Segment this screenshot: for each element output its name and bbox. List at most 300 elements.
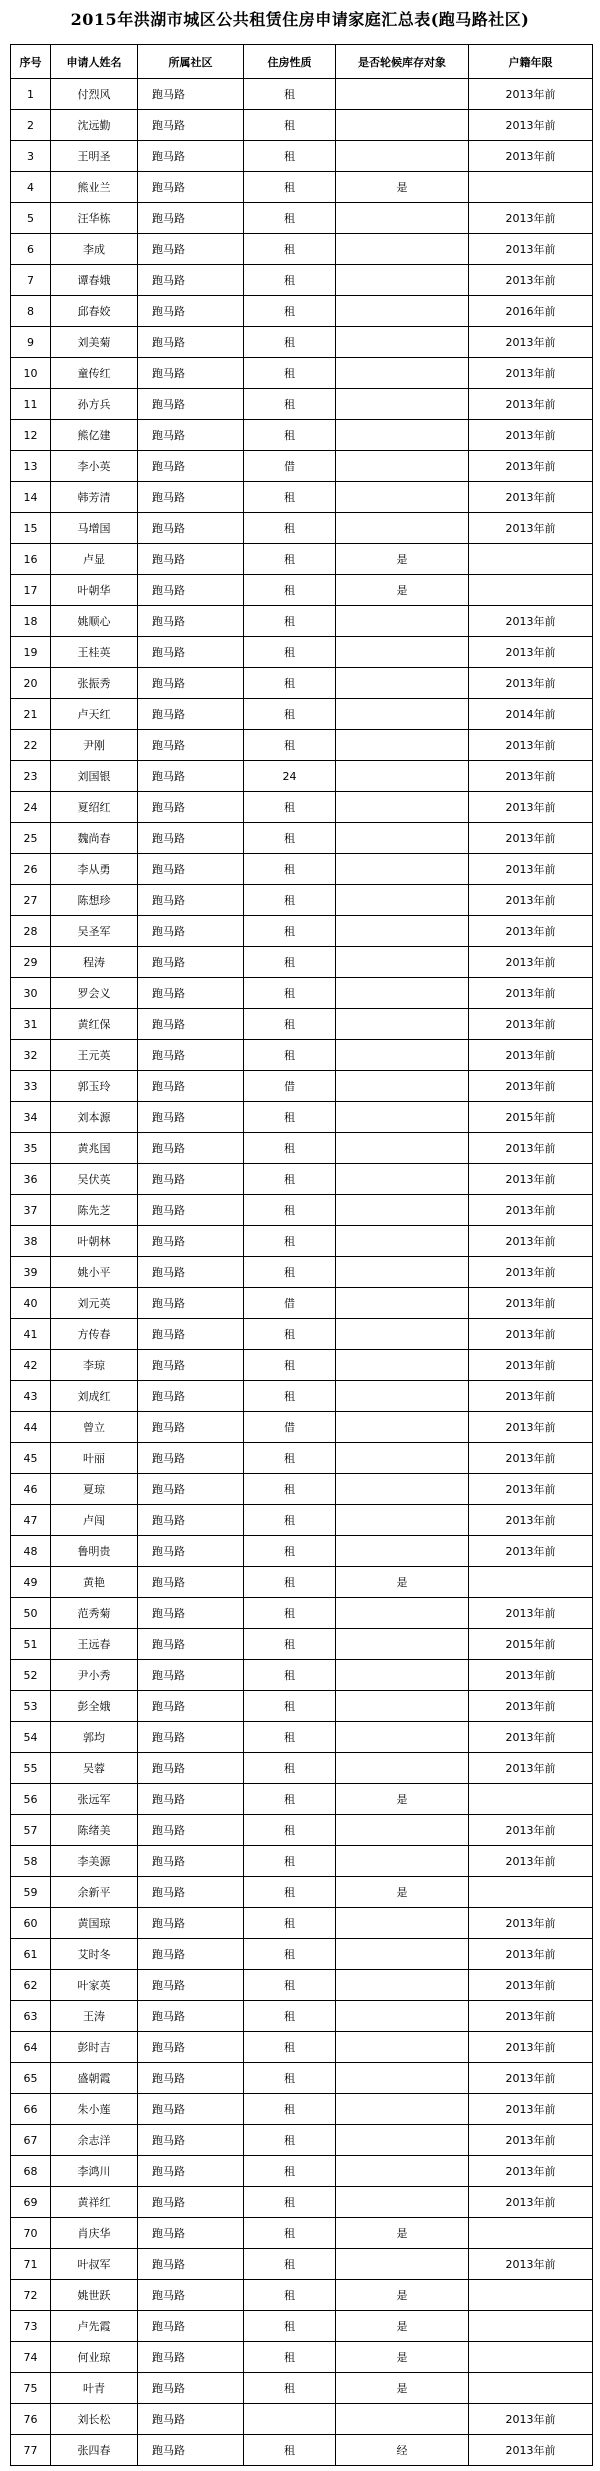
- cell-community: 跑马路: [138, 947, 244, 978]
- cell-applicant-name: 黄兆国: [51, 1133, 138, 1164]
- cell-community: 跑马路: [138, 1040, 244, 1071]
- cell-residence-years: 2013年前: [469, 1505, 593, 1536]
- cell-residence-years: 2013年前: [469, 1195, 593, 1226]
- cell-community: 跑马路: [138, 1815, 244, 1846]
- cell-residence-years: 2013年前: [469, 885, 593, 916]
- cell-residence-years: 2013年前: [469, 141, 593, 172]
- cell-waitlist: [336, 1195, 469, 1226]
- cell-applicant-name: 童传红: [51, 358, 138, 389]
- cell-residence-years: 2015年前: [469, 1629, 593, 1660]
- cell-waitlist: [336, 296, 469, 327]
- cell-residence-years: 2013年前: [469, 110, 593, 141]
- cell-waitlist: [336, 1319, 469, 1350]
- cell-waitlist: [336, 854, 469, 885]
- cell-residence-years: 2013年前: [469, 1040, 593, 1071]
- cell-community: 跑马路: [138, 2342, 244, 2373]
- table-row: [11, 544, 593, 575]
- cell-residence-years: 2013年前: [469, 1443, 593, 1474]
- cell-applicant-name: 陈绪美: [51, 1815, 138, 1846]
- cell-residence-years: 2013年前: [469, 1970, 593, 2001]
- cell-applicant-name: 陈想珍: [51, 885, 138, 916]
- cell-housing-nature: 租: [244, 203, 336, 234]
- cell-community: 跑马路: [138, 358, 244, 389]
- cell-index: 47: [11, 1505, 51, 1536]
- cell-community: 跑马路: [138, 1536, 244, 1567]
- cell-residence-years: 2013年前: [469, 1536, 593, 1567]
- cell-applicant-name: 尹刚: [51, 730, 138, 761]
- cell-residence-years: 2013年前: [469, 761, 593, 792]
- cell-housing-nature: 租: [244, 1505, 336, 1536]
- cell-index: 54: [11, 1722, 51, 1753]
- table-row: [11, 1691, 593, 1722]
- table-row: [11, 2311, 593, 2342]
- cell-housing-nature: 租: [244, 1319, 336, 1350]
- cell-community: 跑马路: [138, 1567, 244, 1598]
- header-row: [11, 45, 593, 79]
- cell-index: 50: [11, 1598, 51, 1629]
- table-row: [11, 699, 593, 730]
- cell-applicant-name: 叶丽: [51, 1443, 138, 1474]
- cell-index: 72: [11, 2280, 51, 2311]
- cell-housing-nature: 租: [244, 2342, 336, 2373]
- cell-community: 跑马路: [138, 1908, 244, 1939]
- cell-community: 跑马路: [138, 79, 244, 110]
- cell-housing-nature: 租: [244, 2435, 336, 2466]
- cell-applicant-name: 吴伏英: [51, 1164, 138, 1195]
- cell-index: 32: [11, 1040, 51, 1071]
- cell-applicant-name: 叶朝华: [51, 575, 138, 606]
- cell-community: 跑马路: [138, 1474, 244, 1505]
- cell-housing-nature: 租: [244, 1226, 336, 1257]
- cell-index: 71: [11, 2249, 51, 2280]
- cell-residence-years: 2013年前: [469, 2094, 593, 2125]
- cell-index: 34: [11, 1102, 51, 1133]
- cell-housing-nature: 租: [244, 296, 336, 327]
- cell-housing-nature: 租: [244, 1102, 336, 1133]
- cell-housing-nature: 租: [244, 1660, 336, 1691]
- table-row: [11, 2373, 593, 2404]
- cell-index: 19: [11, 637, 51, 668]
- cell-applicant-name: 何业琼: [51, 2342, 138, 2373]
- cell-applicant-name: 姚小平: [51, 1257, 138, 1288]
- cell-index: 10: [11, 358, 51, 389]
- cell-community: 跑马路: [138, 1629, 244, 1660]
- cell-residence-years: 2013年前: [469, 265, 593, 296]
- table-row: [11, 1350, 593, 1381]
- cell-applicant-name: 刘成红: [51, 1381, 138, 1412]
- cell-waitlist: [336, 761, 469, 792]
- cell-housing-nature: 租: [244, 2311, 336, 2342]
- cell-applicant-name: 陈先芝: [51, 1195, 138, 1226]
- cell-community: 跑马路: [138, 1195, 244, 1226]
- cell-applicant-name: 邱春姣: [51, 296, 138, 327]
- cell-housing-nature: 租: [244, 544, 336, 575]
- cell-community: 跑马路: [138, 2094, 244, 2125]
- cell-residence-years: 2015年前: [469, 1102, 593, 1133]
- cell-residence-years: 2013年前: [469, 2125, 593, 2156]
- cell-applicant-name: 叶家英: [51, 1970, 138, 2001]
- table-row: [11, 1722, 593, 1753]
- cell-waitlist: [336, 1164, 469, 1195]
- header-housing-nature: 住房性质: [244, 45, 336, 79]
- cell-waitlist: [336, 637, 469, 668]
- cell-index: 49: [11, 1567, 51, 1598]
- cell-applicant-name: 汪华栋: [51, 203, 138, 234]
- cell-index: 37: [11, 1195, 51, 1226]
- cell-housing-nature: 租: [244, 2373, 336, 2404]
- cell-community: 跑马路: [138, 1412, 244, 1443]
- cell-residence-years: 2013年前: [469, 358, 593, 389]
- table-row: [11, 1598, 593, 1629]
- cell-community: 跑马路: [138, 1319, 244, 1350]
- cell-index: 76: [11, 2404, 51, 2435]
- table-row: [11, 2280, 593, 2311]
- cell-housing-nature: 租: [244, 1970, 336, 2001]
- cell-applicant-name: 吴圣军: [51, 916, 138, 947]
- cell-applicant-name: 郭玉玲: [51, 1071, 138, 1102]
- cell-applicant-name: 卢显: [51, 544, 138, 575]
- table-row: [11, 792, 593, 823]
- cell-housing-nature: 租: [244, 606, 336, 637]
- header-waitlist: 是否轮候库存对象: [336, 45, 469, 79]
- cell-housing-nature: 租: [244, 110, 336, 141]
- table-row: [11, 451, 593, 482]
- cell-residence-years: 2013年前: [469, 978, 593, 1009]
- cell-residence-years: 2014年前: [469, 699, 593, 730]
- cell-waitlist: 是: [336, 1877, 469, 1908]
- cell-applicant-name: 叶朝林: [51, 1226, 138, 1257]
- cell-index: 58: [11, 1846, 51, 1877]
- cell-applicant-name: 姚顺心: [51, 606, 138, 637]
- cell-applicant-name: 夏绍红: [51, 792, 138, 823]
- table-row: [11, 637, 593, 668]
- cell-residence-years: 2013年前: [469, 606, 593, 637]
- cell-community: 跑马路: [138, 141, 244, 172]
- cell-housing-nature: 租: [244, 2001, 336, 2032]
- cell-housing-nature: 租: [244, 1381, 336, 1412]
- cell-waitlist: 是: [336, 544, 469, 575]
- cell-waitlist: 是: [336, 2311, 469, 2342]
- cell-community: 跑马路: [138, 1784, 244, 1815]
- cell-index: 55: [11, 1753, 51, 1784]
- cell-community: 跑马路: [138, 1102, 244, 1133]
- cell-waitlist: [336, 1412, 469, 1443]
- table-row: [11, 265, 593, 296]
- table-row: [11, 2001, 593, 2032]
- cell-waitlist: 是: [336, 2342, 469, 2373]
- cell-index: 33: [11, 1071, 51, 1102]
- cell-housing-nature: 租: [244, 823, 336, 854]
- cell-housing-nature: 租: [244, 1629, 336, 1660]
- table-row: [11, 1660, 593, 1691]
- cell-residence-years: 2013年前: [469, 79, 593, 110]
- table-row: [11, 978, 593, 1009]
- cell-residence-years: [469, 2373, 593, 2404]
- table-row: [11, 1102, 593, 1133]
- cell-residence-years: 2013年前: [469, 637, 593, 668]
- cell-housing-nature: 租: [244, 1877, 336, 1908]
- cell-applicant-name: 李琼: [51, 1350, 138, 1381]
- cell-community: 跑马路: [138, 420, 244, 451]
- table-row: [11, 885, 593, 916]
- document-title: 2015年洪湖市城区公共租赁住房申请家庭汇总表(跑马路社区): [70, 10, 530, 29]
- cell-residence-years: 2013年前: [469, 1381, 593, 1412]
- cell-community: 跑马路: [138, 1753, 244, 1784]
- cell-waitlist: [336, 1443, 469, 1474]
- cell-waitlist: [336, 2001, 469, 2032]
- cell-housing-nature: 租: [244, 265, 336, 296]
- table-row: [11, 2342, 593, 2373]
- cell-waitlist: [336, 513, 469, 544]
- cell-housing-nature: 租: [244, 2218, 336, 2249]
- cell-community: 跑马路: [138, 575, 244, 606]
- cell-waitlist: [336, 606, 469, 637]
- cell-applicant-name: 黄红保: [51, 1009, 138, 1040]
- cell-residence-years: 2016年前: [469, 296, 593, 327]
- cell-community: 跑马路: [138, 1164, 244, 1195]
- cell-waitlist: [336, 730, 469, 761]
- cell-index: 48: [11, 1536, 51, 1567]
- cell-housing-nature: 租: [244, 1691, 336, 1722]
- table-row: [11, 141, 593, 172]
- cell-residence-years: 2013年前: [469, 2156, 593, 2187]
- cell-applicant-name: 王远春: [51, 1629, 138, 1660]
- cell-waitlist: [336, 358, 469, 389]
- table-row: [11, 203, 593, 234]
- cell-housing-nature: 租: [244, 358, 336, 389]
- cell-community: 跑马路: [138, 637, 244, 668]
- cell-index: 5: [11, 203, 51, 234]
- table-row: [11, 575, 593, 606]
- table-row: [11, 420, 593, 451]
- cell-community: 跑马路: [138, 1350, 244, 1381]
- cell-index: 35: [11, 1133, 51, 1164]
- cell-waitlist: [336, 1474, 469, 1505]
- cell-waitlist: [336, 1071, 469, 1102]
- cell-housing-nature: 租: [244, 1784, 336, 1815]
- cell-community: 跑马路: [138, 978, 244, 1009]
- table-row: [11, 1567, 593, 1598]
- cell-applicant-name: 王元英: [51, 1040, 138, 1071]
- cell-residence-years: [469, 1877, 593, 1908]
- cell-index: 6: [11, 234, 51, 265]
- cell-residence-years: 2013年前: [469, 1319, 593, 1350]
- cell-community: 跑马路: [138, 2156, 244, 2187]
- cell-community: 跑马路: [138, 1970, 244, 2001]
- cell-waitlist: [336, 2187, 469, 2218]
- table-row: [11, 1412, 593, 1443]
- cell-housing-nature: 租: [244, 1536, 336, 1567]
- cell-community: 跑马路: [138, 668, 244, 699]
- table-row: [11, 327, 593, 358]
- cell-applicant-name: 方传春: [51, 1319, 138, 1350]
- cell-index: 25: [11, 823, 51, 854]
- cell-applicant-name: 黄祥红: [51, 2187, 138, 2218]
- cell-community: 跑马路: [138, 916, 244, 947]
- cell-community: 跑马路: [138, 1288, 244, 1319]
- cell-residence-years: 2013年前: [469, 1071, 593, 1102]
- cell-residence-years: 2013年前: [469, 1412, 593, 1443]
- cell-community: 跑马路: [138, 265, 244, 296]
- cell-community: 跑马路: [138, 2435, 244, 2466]
- table-row: [11, 606, 593, 637]
- cell-residence-years: [469, 1567, 593, 1598]
- table-row: [11, 1071, 593, 1102]
- cell-index: 4: [11, 172, 51, 203]
- cell-housing-nature: 租: [244, 1598, 336, 1629]
- cell-index: 26: [11, 854, 51, 885]
- cell-housing-nature: 租: [244, 2125, 336, 2156]
- cell-housing-nature: 租: [244, 978, 336, 1009]
- cell-housing-nature: 租: [244, 1846, 336, 1877]
- cell-index: 21: [11, 699, 51, 730]
- cell-housing-nature: 租: [244, 668, 336, 699]
- cell-applicant-name: 张远军: [51, 1784, 138, 1815]
- cell-index: 18: [11, 606, 51, 637]
- table-row: [11, 916, 593, 947]
- cell-applicant-name: 沈远勤: [51, 110, 138, 141]
- cell-housing-nature: 租: [244, 947, 336, 978]
- cell-applicant-name: 姚世跃: [51, 2280, 138, 2311]
- cell-waitlist: 经: [336, 2435, 469, 2466]
- cell-applicant-name: 刘长松: [51, 2404, 138, 2435]
- cell-community: 跑马路: [138, 1939, 244, 1970]
- table-row: [11, 1381, 593, 1412]
- cell-waitlist: [336, 1815, 469, 1846]
- cell-waitlist: [336, 1102, 469, 1133]
- cell-applicant-name: 李从勇: [51, 854, 138, 885]
- table-row: [11, 1195, 593, 1226]
- cell-housing-nature: 借: [244, 451, 336, 482]
- cell-residence-years: [469, 1784, 593, 1815]
- cell-waitlist: [336, 1846, 469, 1877]
- table-row: [11, 2125, 593, 2156]
- cell-residence-years: 2013年前: [469, 1691, 593, 1722]
- cell-community: 跑马路: [138, 172, 244, 203]
- cell-waitlist: [336, 1288, 469, 1319]
- table-row: [11, 234, 593, 265]
- cell-index: 31: [11, 1009, 51, 1040]
- cell-waitlist: 是: [336, 2280, 469, 2311]
- table-row: [11, 110, 593, 141]
- cell-index: 17: [11, 575, 51, 606]
- table-row: [11, 1846, 593, 1877]
- cell-index: 13: [11, 451, 51, 482]
- cell-index: 43: [11, 1381, 51, 1412]
- cell-residence-years: 2013年前: [469, 730, 593, 761]
- cell-index: 63: [11, 2001, 51, 2032]
- table-row: [11, 1629, 593, 1660]
- cell-housing-nature: 租: [244, 1164, 336, 1195]
- cell-housing-nature: 租: [244, 420, 336, 451]
- table-row: [11, 761, 593, 792]
- cell-housing-nature: 租: [244, 513, 336, 544]
- cell-waitlist: [336, 823, 469, 854]
- cell-waitlist: [336, 668, 469, 699]
- cell-applicant-name: 朱小莲: [51, 2094, 138, 2125]
- cell-index: 12: [11, 420, 51, 451]
- cell-housing-nature: 租: [244, 916, 336, 947]
- cell-index: 20: [11, 668, 51, 699]
- table-row: [11, 2156, 593, 2187]
- cell-residence-years: 2013年前: [469, 203, 593, 234]
- cell-waitlist: [336, 1350, 469, 1381]
- table-row: [11, 1970, 593, 2001]
- cell-waitlist: 是: [336, 1784, 469, 1815]
- table-row: [11, 1784, 593, 1815]
- cell-community: 跑马路: [138, 1443, 244, 1474]
- cell-waitlist: [336, 451, 469, 482]
- cell-index: 56: [11, 1784, 51, 1815]
- header-applicant-name: 申请人姓名: [51, 45, 138, 79]
- cell-residence-years: 2013年前: [469, 1226, 593, 1257]
- table-row: [11, 296, 593, 327]
- cell-waitlist: [336, 792, 469, 823]
- table-row: [11, 2404, 593, 2435]
- cell-index: 23: [11, 761, 51, 792]
- cell-community: 跑马路: [138, 1598, 244, 1629]
- table-row: [11, 1009, 593, 1040]
- cell-community: 跑马路: [138, 1660, 244, 1691]
- cell-housing-nature: 租: [244, 2280, 336, 2311]
- cell-waitlist: [336, 1009, 469, 1040]
- cell-index: 24: [11, 792, 51, 823]
- cell-community: 跑马路: [138, 482, 244, 513]
- table-row: [11, 172, 593, 203]
- cell-index: 30: [11, 978, 51, 1009]
- table-row: [11, 1133, 593, 1164]
- cell-community: 跑马路: [138, 2001, 244, 2032]
- cell-housing-nature: 租: [244, 327, 336, 358]
- cell-applicant-name: 郭均: [51, 1722, 138, 1753]
- cell-waitlist: [336, 1536, 469, 1567]
- cell-residence-years: 2013年前: [469, 1288, 593, 1319]
- cell-waitlist: [336, 2404, 469, 2435]
- table-row: [11, 1226, 593, 1257]
- table-row: [11, 1505, 593, 1536]
- cell-residence-years: [469, 2280, 593, 2311]
- table-row: [11, 2218, 593, 2249]
- cell-waitlist: 是: [336, 575, 469, 606]
- table-row: [11, 1257, 593, 1288]
- cell-applicant-name: 余新平: [51, 1877, 138, 1908]
- cell-index: 41: [11, 1319, 51, 1350]
- cell-housing-nature: 租: [244, 730, 336, 761]
- cell-index: 64: [11, 2032, 51, 2063]
- cell-community: 跑马路: [138, 730, 244, 761]
- cell-applicant-name: 鲁明贵: [51, 1536, 138, 1567]
- cell-index: 53: [11, 1691, 51, 1722]
- cell-residence-years: 2013年前: [469, 1939, 593, 1970]
- cell-applicant-name: 谭春娥: [51, 265, 138, 296]
- cell-residence-years: 2013年前: [469, 2404, 593, 2435]
- table-row: [11, 2187, 593, 2218]
- cell-index: 38: [11, 1226, 51, 1257]
- cell-residence-years: 2013年前: [469, 420, 593, 451]
- cell-housing-nature: 租: [244, 575, 336, 606]
- cell-housing-nature: 租: [244, 389, 336, 420]
- cell-community: 跑马路: [138, 761, 244, 792]
- cell-community: 跑马路: [138, 1009, 244, 1040]
- cell-residence-years: 2013年前: [469, 792, 593, 823]
- cell-waitlist: [336, 1598, 469, 1629]
- cell-index: 44: [11, 1412, 51, 1443]
- cell-applicant-name: 魏尚春: [51, 823, 138, 854]
- cell-housing-nature: 租: [244, 1195, 336, 1226]
- cell-waitlist: [336, 1505, 469, 1536]
- cell-community: 跑马路: [138, 1381, 244, 1412]
- cell-waitlist: [336, 265, 469, 296]
